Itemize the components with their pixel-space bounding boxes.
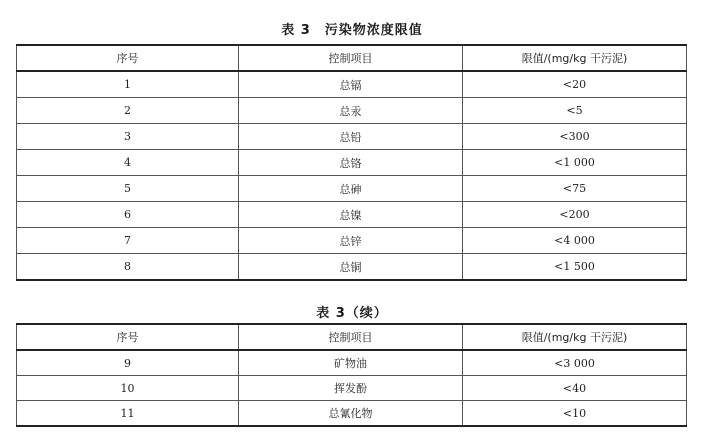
pollutant-limits-table-continued xyxy=(16,323,687,427)
serial-number-cell: 7 xyxy=(17,228,239,254)
table-row xyxy=(17,350,687,376)
table-caption: 表 3 污染物浓度限值 xyxy=(281,23,423,38)
serial-number-cell: 8 xyxy=(17,254,239,281)
limit-value-cell: <3 000 xyxy=(463,350,687,376)
serial-number-cell: 1 xyxy=(17,71,239,98)
control-item-cell: 总铅 xyxy=(239,124,463,150)
header-row xyxy=(17,45,687,71)
table-row xyxy=(17,176,687,202)
serial-number-cell: 2 xyxy=(17,98,239,124)
serial-number-cell: 9 xyxy=(17,350,239,376)
control-item-cell: 挥发酚 xyxy=(239,376,463,401)
table-continued-caption: 表 3（续） xyxy=(316,306,388,321)
limit-value-cell: <200 xyxy=(463,202,687,228)
limit-value-cell: <1 000 xyxy=(463,150,687,176)
serial-number-cell: 4 xyxy=(17,150,239,176)
serial-number-cell: 3 xyxy=(17,124,239,150)
table-row xyxy=(17,254,687,281)
serial-number-cell: 11 xyxy=(17,401,239,427)
header-serial-number: 序号 xyxy=(17,324,239,350)
control-item-cell: 总铜 xyxy=(239,254,463,281)
control-item-cell: 总镉 xyxy=(239,71,463,98)
header-row xyxy=(17,324,687,350)
table-row xyxy=(17,98,687,124)
header-limit-value: 限值/(mg/kg 干污泥) xyxy=(463,324,687,350)
table-row xyxy=(17,376,687,401)
limit-value-cell: <300 xyxy=(463,124,687,150)
header-control-item: 控制项目 xyxy=(239,324,463,350)
limit-value-cell: <4 000 xyxy=(463,228,687,254)
table-row xyxy=(17,202,687,228)
table-row xyxy=(17,150,687,176)
table-row xyxy=(17,71,687,98)
table-row xyxy=(17,401,687,427)
pollutant-limits-table xyxy=(16,44,687,281)
header-serial-number: 序号 xyxy=(17,45,239,71)
limit-value-cell: <5 xyxy=(463,98,687,124)
table-row xyxy=(17,124,687,150)
header-control-item: 控制项目 xyxy=(239,45,463,71)
control-item-cell: 总汞 xyxy=(239,98,463,124)
control-item-cell: 总铬 xyxy=(239,150,463,176)
header-limit-value: 限值/(mg/kg 干污泥) xyxy=(463,45,687,71)
limit-value-cell: <1 500 xyxy=(463,254,687,281)
control-item-cell: 总氰化物 xyxy=(239,401,463,427)
limit-value-cell: <20 xyxy=(463,71,687,98)
control-item-cell: 总镍 xyxy=(239,202,463,228)
limit-value-cell: <75 xyxy=(463,176,687,202)
limit-value-cell: <10 xyxy=(463,401,687,427)
serial-number-cell: 10 xyxy=(17,376,239,401)
limit-value-cell: <40 xyxy=(463,376,687,401)
control-item-cell: 矿物油 xyxy=(239,350,463,376)
serial-number-cell: 6 xyxy=(17,202,239,228)
control-item-cell: 总砷 xyxy=(239,176,463,202)
table-row xyxy=(17,228,687,254)
serial-number-cell: 5 xyxy=(17,176,239,202)
control-item-cell: 总锌 xyxy=(239,228,463,254)
